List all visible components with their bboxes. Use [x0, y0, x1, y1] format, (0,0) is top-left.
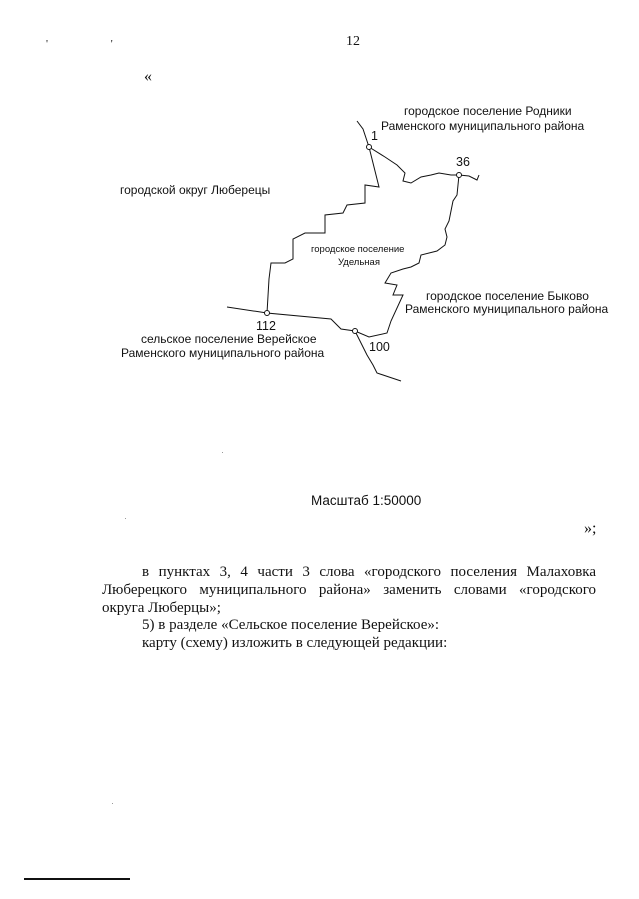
- label-udelnaya-1: городское поселение: [311, 244, 405, 255]
- scan-speck: [125, 518, 126, 519]
- footer-rule: [24, 878, 130, 880]
- label-bykovo-2: Раменского муниципального района: [405, 302, 609, 316]
- scan-speck: [112, 803, 113, 804]
- label-lyubertsy: городской округ Люберецы: [120, 183, 271, 197]
- vereyskoe-south-boundary: [355, 331, 401, 381]
- point-36-marker: [457, 173, 462, 178]
- page-number: 12: [346, 34, 360, 49]
- point-112-label: 112: [256, 319, 276, 333]
- rodniki-top-boundary: [357, 121, 369, 147]
- label-vereyskoe-2: Раменского муниципального района: [121, 346, 325, 360]
- vereyskoe-west-boundary: [227, 307, 267, 313]
- map-scale: Масштаб 1:50000: [311, 493, 422, 508]
- point-36-label: 36: [456, 155, 470, 169]
- close-quote: »;: [584, 520, 597, 537]
- scan-speck: [222, 452, 223, 453]
- paragraph-section-5: 5) в разделе «Сельское поселение Верейское»:: [142, 617, 440, 633]
- point-100-marker: [353, 329, 358, 334]
- label-bykovo-1: городское поселение Быково: [426, 289, 589, 303]
- label-rodniki-2: Раменского муниципального района: [381, 119, 585, 133]
- point-100-label: 100: [369, 340, 390, 354]
- point-1-marker: [367, 145, 372, 150]
- label-rodniki-1: городское поселение Родники: [404, 104, 572, 118]
- paragraph-amendment: в пунктах 3, 4 части 3 слова «городского поселения Малаховка Люберецкого муниципального района» заменить словами «городского округа Люберцы»;: [102, 564, 596, 616]
- point-1-label: 1: [371, 129, 378, 143]
- label-vereyskoe-1: сельское поселение Верейское: [141, 332, 317, 346]
- open-quote: «: [144, 68, 152, 85]
- point-112-marker: [265, 311, 270, 316]
- label-udelnaya-2: Удельная: [338, 257, 380, 268]
- top-marks: ' ': [46, 38, 143, 50]
- paragraph-map-instruction: карту (схему) изложить в следующей редакции:: [142, 635, 448, 651]
